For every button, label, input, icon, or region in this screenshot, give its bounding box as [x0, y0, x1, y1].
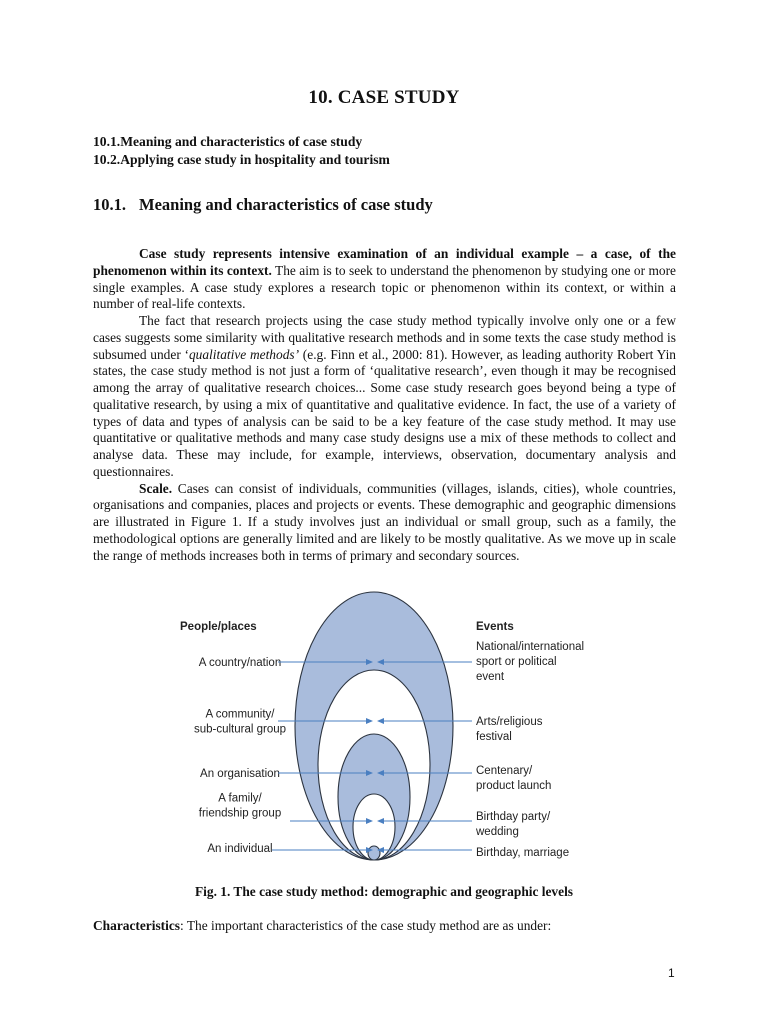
right-header: Events [476, 621, 514, 633]
characteristics-rest: : The important characteristics of the case study method are as under: [180, 918, 552, 933]
page-number: 1 [668, 966, 675, 980]
qualitative-italic: qualitative methods’ [188, 346, 300, 362]
definition-rest: The aim is to seek to understand the phenomenon by studying one or more single examples. A case study explores a research topic or phenomenon within its context, or within a number of real-life contexts. [93, 262, 677, 312]
right-label: festival [476, 731, 512, 743]
right-label: sport or political [476, 656, 557, 668]
page-title: 10. CASE STUDY [308, 87, 460, 108]
definition-bold: Case study represents intensive examination of an individual example – a case, of the phenomenon within its context. [93, 246, 676, 278]
right-label: product launch [476, 780, 552, 792]
left-label: An organisation [200, 768, 280, 780]
paragraph-qualitative [93, 313, 676, 481]
left-label: A country/nation [198, 657, 282, 669]
qualitative-text-b: (e.g. Finn et al., 2000: 81). However, as leading authority Robert Yin states, the case study method is not just a form of ‘qualitative research’, even though it may be recognised among the array of qualitative research choices... Some case study research goes beyond being a type of qualitative research, by using a mix of quantitative and qualitative evidence. In fact, the use of a variety of types of data and types of analysis can be said to be a key feature of the case study method. It may use quantitative or qualitative methods and many case study designs use a mix of these methods to collect and analyse data. These may include, for example, interviews, observation, documentary analysis and questionnaires. [93, 346, 676, 479]
right-label: Birthday party/ [476, 811, 551, 823]
right-label: Centenary/ [476, 765, 533, 777]
ellipse-individual [368, 846, 380, 860]
left-label: friendship group [198, 807, 282, 820]
left-label: A family/ [218, 792, 262, 805]
characteristics-line [93, 918, 551, 934]
characteristics-bold: Characteristics [93, 918, 181, 933]
right-label: National/international [476, 641, 585, 653]
nested-ellipses-diagram [160, 588, 600, 868]
right-label: Birthday, marriage [476, 847, 570, 859]
section-number: 10.1. [93, 195, 126, 214]
section-heading [93, 195, 433, 215]
right-label: wedding [476, 826, 519, 838]
scale-bold: Scale. [139, 480, 173, 496]
figure-case-study-levels [160, 588, 600, 868]
qualitative-text-a: The fact that research projects using the case study method typically involve only one or a few cases suggests some similarity with qualitative research methods and in some texts the case study method is subsumed under ‘ [93, 313, 676, 362]
right-label: event [476, 671, 505, 683]
left-label: An individual [207, 843, 273, 855]
section-title: Meaning and characteristics of case study [139, 195, 433, 214]
paragraph-definition [93, 246, 676, 313]
right-label: Arts/religious [476, 716, 543, 728]
toc-item-1: 10.1.Meaning and characteristics of case study [93, 134, 363, 149]
left-label: sub-cultural group [193, 723, 287, 736]
toc-item-2: 10.2.Applying case study in hospitality and tourism [93, 152, 390, 167]
scale-rest: Cases can consist of individuals, communities (villages, islands, cities), whole countries, organisations and companies, places and projects or events. These demographic and geographic dimensions are illustrated in Figure 1. If a study involves just an individual or small group, such as a family, the methodological options are generally limited and are likely to be mostly qualitative. As we move up in scale the range of methods increases both in terms of primary and secondary sources. [93, 480, 676, 563]
paragraph-scale [93, 481, 676, 565]
left-label: A community/ [205, 708, 275, 721]
figure-caption: Fig. 1. The case study method: demographic and geographic levels [194, 884, 574, 899]
left-header: People/places [180, 621, 257, 633]
body-text [93, 246, 676, 564]
